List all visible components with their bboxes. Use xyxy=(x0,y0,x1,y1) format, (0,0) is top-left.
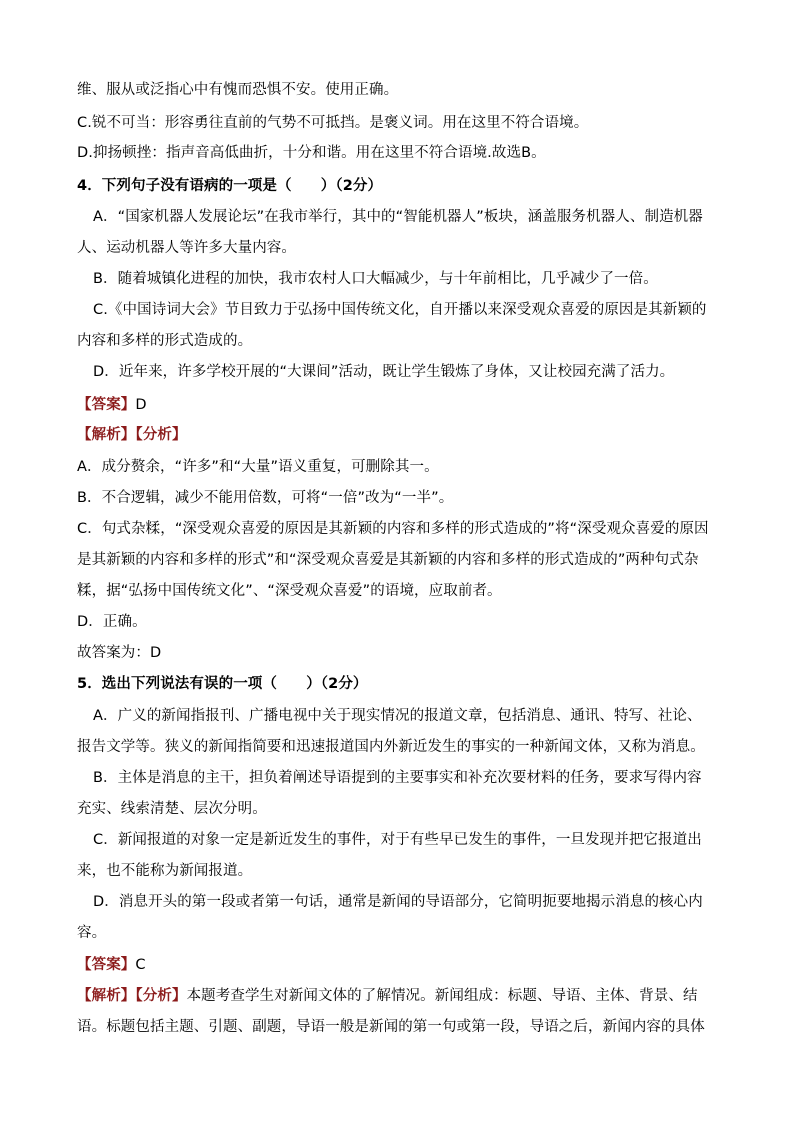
text-line: 是其新颖的内容和多样的形式”和“深受观众喜爱是其新颖的内容和多样的形式造成的”两种句式杂 xyxy=(77,552,699,568)
text-line: 故答案为：D xyxy=(77,645,162,661)
text-line: B．不合逻辑，减少不能用倍数，可将“一倍”改为“一半”。 xyxy=(77,490,454,506)
text-line: 维、服从或泛指心中有愧而恐惧不安。使用正确。 xyxy=(77,82,399,98)
text-line: D.抑扬顿挫：指声音高低曲折，十分和谐。用在这里不符合语境.故选B。 xyxy=(77,145,546,161)
question-5-title: 5．选出下列说法有误的一项（ ）（2分） xyxy=(77,676,368,692)
option-b: B．主体是消息的主干，担负着阐述导语提到的主要事实和补充次要材料的任务，要求写得内容 xyxy=(93,770,702,786)
answer-label: 【答案】 xyxy=(77,957,136,973)
answer-line xyxy=(77,395,727,415)
analysis-text: 本题考查学生对新闻文体的了解情况。新闻组成：标题、导语、主体、背景、结 xyxy=(186,988,698,1004)
answer-value: D xyxy=(135,397,147,413)
analysis-label: 【解析】【分析】 xyxy=(77,988,187,1004)
text-line: 来，也不能称为新闻报道。 xyxy=(77,863,253,879)
text-line: 充实、线索清楚、层次分明。 xyxy=(77,801,267,817)
question-4-title: 4．下列句子没有语病的一项是（ ）（2分） xyxy=(77,178,383,194)
option-c: C.《中国诗词大会》节目致力于弘扬中国传统文化，自开播以来深受观众喜爱的原因是其新颖的 xyxy=(93,302,707,318)
text-line: 报告文学等。狭义的新闻指简要和迅速报道国内外新近发生的事实的一种新闻文体，又称为消息。 xyxy=(77,739,705,755)
option-d: D．近年来，许多学校开展的“大课间”活动，既让学生锻炼了身体，又让校园充满了活力。 xyxy=(93,364,675,380)
option-a: A．广义的新闻指报刊、广播电视中关于现实情况的报道文章，包括消息、通讯、特写、社论、 xyxy=(93,708,702,724)
answer-label: 【答案】 xyxy=(77,397,136,413)
analysis-label: 【解析】【分析】 xyxy=(77,427,187,443)
answer-value: C xyxy=(135,957,146,973)
text-line: C．句式杂糅，“深受观众喜爱的原因是其新颖的内容和多样的形式造成的”将“深受观众喜爱的原因 xyxy=(77,521,709,537)
text-line: 语。标题包括主题、引题、副题，导语一般是新闻的第一句或第一段，导语之后，新闻内容的具体 xyxy=(77,1019,705,1035)
answer-line xyxy=(77,955,727,975)
text-line: D．正确。 xyxy=(77,614,147,630)
option-d: D．消息开头的第一段或者第一句话，通常是新闻的导语部分，它简明扼要地揭示消息的核心内 xyxy=(93,894,703,910)
option-b: B．随着城镇化进程的加快，我市农村人口大幅减少，与十年前相比，几乎减少了一倍。 xyxy=(93,271,658,287)
text-line: 人、运动机器人等许多大量内容。 xyxy=(77,240,296,256)
analysis-line xyxy=(77,986,727,1006)
option-c: C．新闻报道的对象一定是新近发生的事件，对于有些早已发生的事件，一旦发现并把它报道出 xyxy=(93,832,702,848)
text-line: 容。 xyxy=(77,925,107,941)
text-line: C.锐不可当：形容勇往直前的气势不可抵挡。是褒义词。用在这里不符合语境。 xyxy=(77,115,589,131)
option-a: A．“国家机器人发展论坛”在我市举行，其中的“智能机器人”板块，涵盖服务机器人、制造机器 xyxy=(93,209,703,225)
text-line: 糅，据“弘扬中国传统文化”、“深受观众喜爱”的语境，应取前者。 xyxy=(77,583,502,599)
text-line: A．成分赘余，“许多”和“大量”语义重复，可删除其一。 xyxy=(77,459,439,475)
text-line: 内容和多样的形式造成的。 xyxy=(77,333,253,349)
